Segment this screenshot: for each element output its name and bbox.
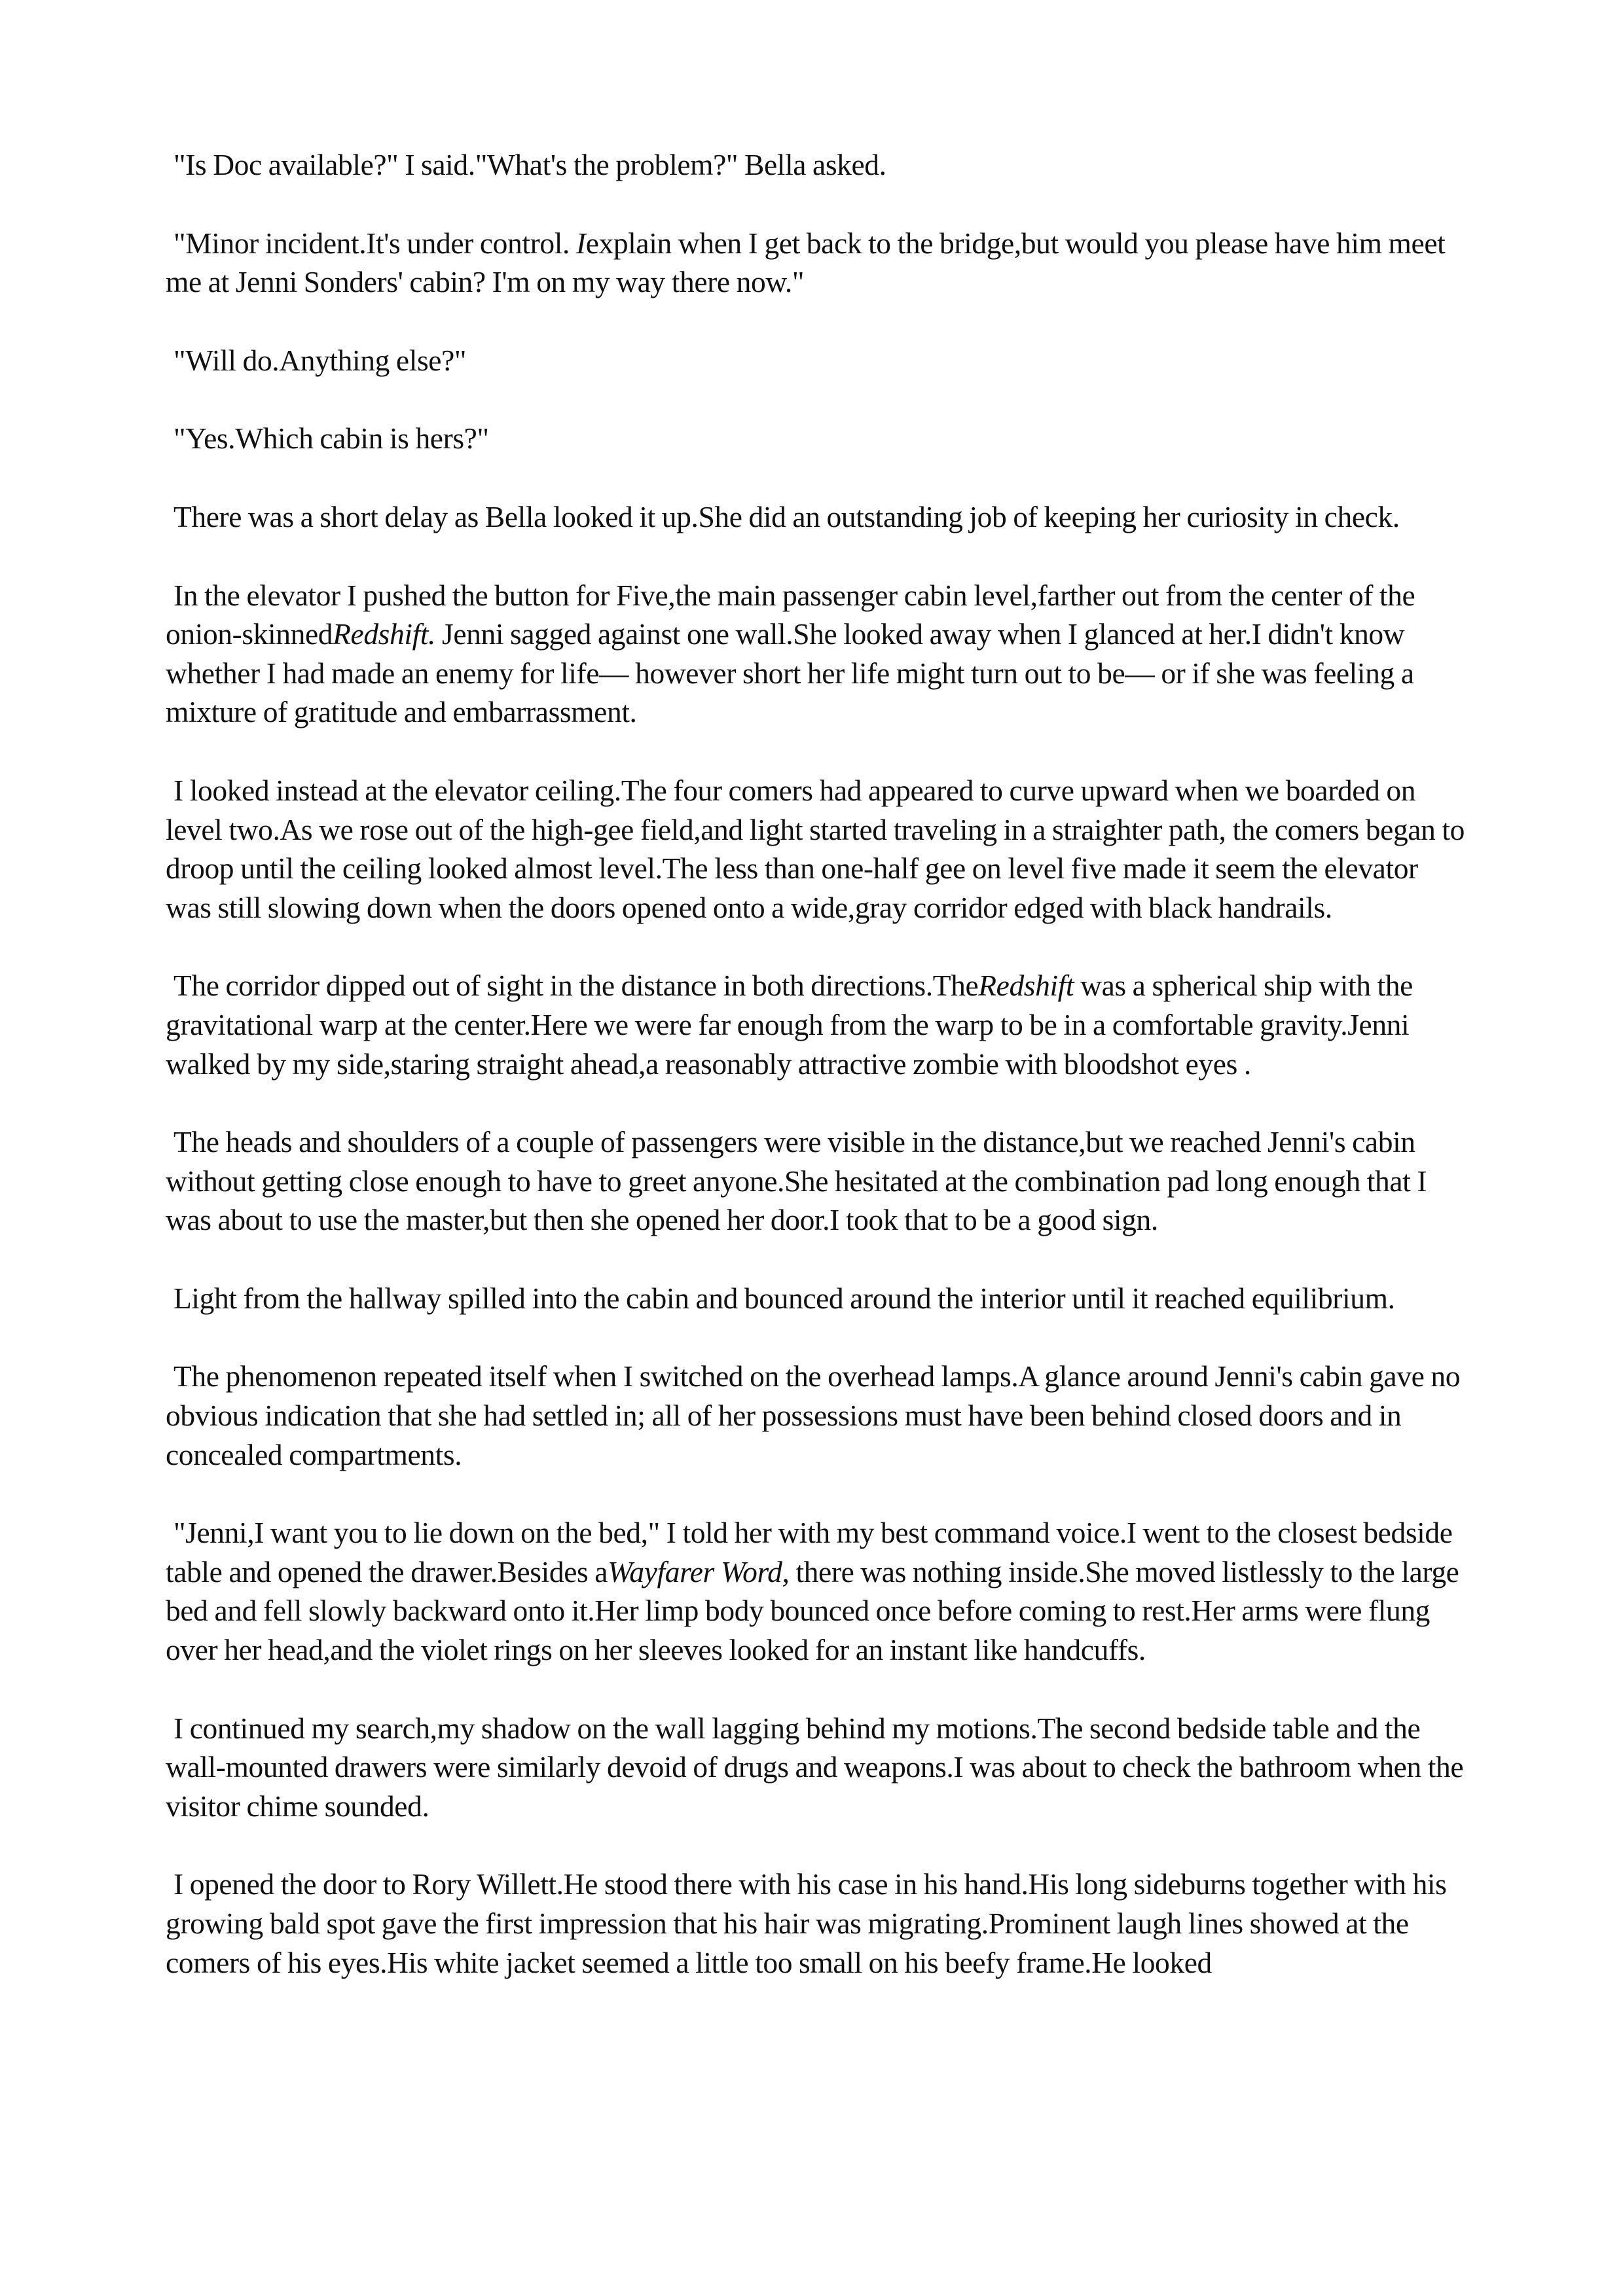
paragraph [166, 771, 1468, 927]
italic-text: I [575, 226, 586, 260]
text-run: The heads and shoulders of a couple of passengers were visible in the distance,but we reached Jenni's cabin without getting close enough to have to greet anyone.She hesitated at the combination pad long enough that I was about to use the master,but then she opened her door.I took that to be a good sign. [166, 1125, 1427, 1237]
italic-text: Wayfarer Word, [608, 1554, 790, 1588]
text-run: In the elevator I pushed the button for Five,the main passenger cabin level,farther out from the center of the onion-skinned [166, 578, 1415, 651]
paragraph [166, 1865, 1468, 1982]
text-run: Light from the hallway spilled into the cabin and bounced around the interior until it reached equilibrium. [173, 1281, 1395, 1315]
paragraph [166, 576, 1468, 732]
paragraph [166, 1279, 1468, 1318]
text-run: "Yes.Which cabin is hers?" [173, 422, 489, 456]
text-run: I opened the door to Rory Willett.He stood there with his case in his hand.His long sideburns together with his growing bald spot gave the first impression that his hair was migrating.Prominent laugh lines showed at the comers of his eyes.His white jacket seemed a little too small on his beefy frame.He looked [166, 1867, 1447, 1979]
text-run: explain when I get back to the bridge,but would you please have him meet me at Jenni Sonders' cabin? I'm on my way there now." [166, 226, 1446, 299]
italic-text: Redshift. [333, 617, 436, 651]
paragraph [166, 497, 1468, 537]
text-run: there was nothing inside.She moved listlessly to the large bed and fell slowly backward onto it.Her limp body bounced once before coming to rest.Her arms were flung over her head,and the violet rings on her sleeves looked for an instant like handcuffs. [166, 1554, 1459, 1667]
text-run: Jenni sagged against one wall.She looked away when I glanced at her.I didn't know whether I had made an enemy for life— however short her life might turn out to be— or if she was feeling a mixture of gratitude and embarrassment. [166, 617, 1414, 729]
paragraph [166, 1709, 1468, 1826]
paragraph [166, 145, 1468, 185]
paragraph [166, 1357, 1468, 1474]
text-run: The corridor dipped out of sight in the distance in both directions.The [173, 969, 979, 1003]
paragraph [166, 966, 1468, 1083]
text-run: The phenomenon repeated itself when I switched on the overhead lamps.A glance around Jenni's cabin gave no obvious indication that she had settled in; all of her possessions must have been behind closed doors and in concealed compartments. [166, 1359, 1461, 1471]
paragraph [166, 341, 1468, 380]
text-run: "Minor incident.It's under control. [173, 226, 576, 260]
paragraph [166, 1122, 1468, 1240]
text-run: "Will do.Anything else?" [173, 343, 467, 377]
paragraph [166, 1513, 1468, 1669]
text-run: "Jenni,I want you to lie down on the bed," I told her with my best command voice.I went to the closest bedside table and opened the drawer.Besides a [166, 1516, 1453, 1588]
text-run: was a spherical ship with the gravitational warp at the center.Here we were far enough from the warp to be in a comfortable gravity.Jenni walked by my side,staring straight ahead,a reasonably attractive zombie with bloodshot eyes . [166, 969, 1413, 1081]
text-run: I continued my search,my shadow on the wall lagging behind my motions.The second bedside table and the wall-mounted drawers were similarly devoid of drugs and weapons.I was about to check the bathroom when the visitor chime sounded. [166, 1711, 1464, 1823]
text-run: "Is Doc available?" I said."What's the problem?" Bella asked. [173, 148, 886, 181]
text-run: I looked instead at the elevator ceiling.The four comers had appeared to curve upward when we boarded on level two.As we rose out of the high-gee field,and light started traveling in a straighter path, the comers began to droop until the ceiling looked almost level.The less than one-half gee on level five made it seem the elevator was still slowing down when the doors opened onto a wide,gray corridor edged with black handrails. [166, 773, 1465, 924]
document-body [166, 145, 1468, 1982]
paragraph [166, 224, 1468, 302]
italic-text: Redshift [978, 969, 1074, 1003]
paragraph [166, 419, 1468, 458]
text-run: There was a short delay as Bella looked it up.She did an outstanding job of keeping her curiosity in check. [173, 499, 1400, 533]
